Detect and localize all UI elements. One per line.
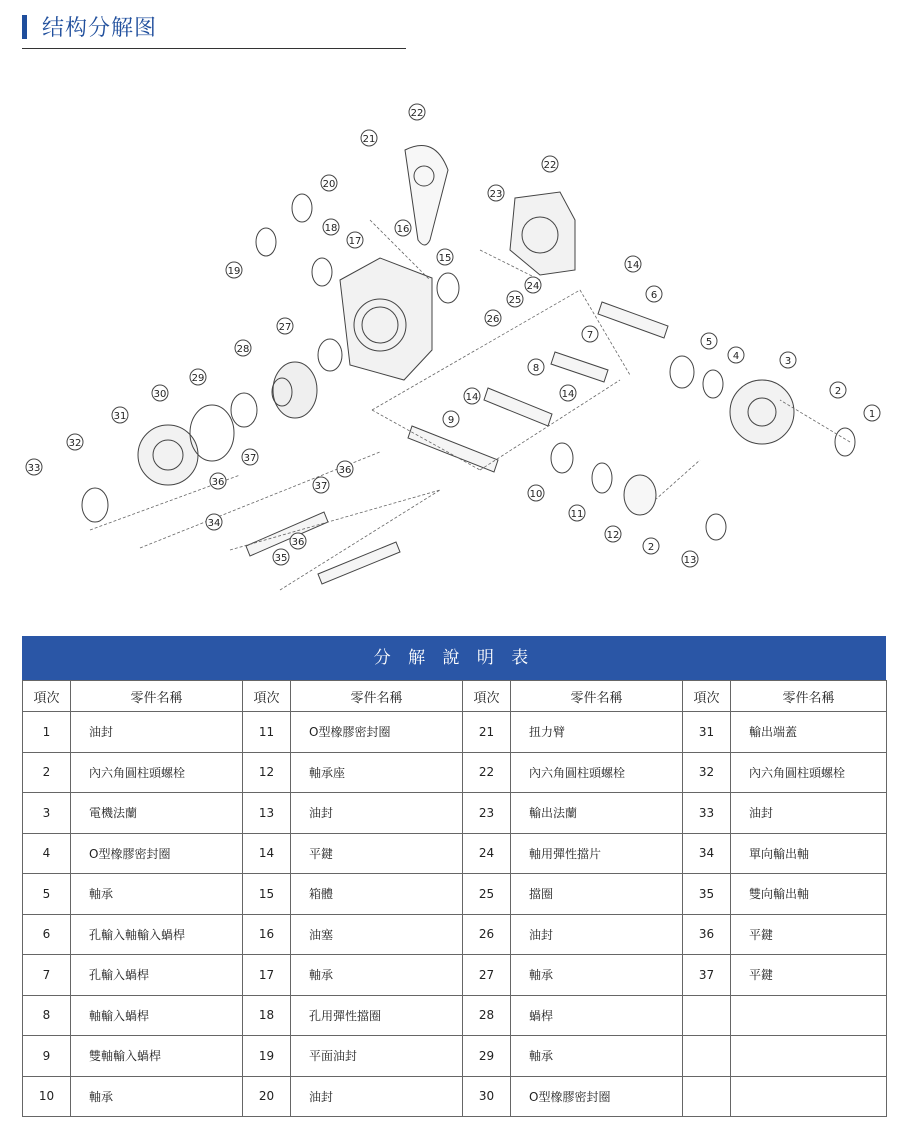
- table-row: [23, 955, 887, 996]
- svg-text:16: 16: [396, 224, 410, 235]
- part-name: O型橡膠密封圈: [291, 712, 463, 753]
- svg-text:14: 14: [626, 260, 640, 271]
- item-number: 3: [23, 793, 71, 834]
- header-name: 零件名稱: [731, 681, 887, 712]
- item-number: 26: [463, 914, 511, 955]
- part-name: 油塞: [291, 914, 463, 955]
- callout-36b: [210, 473, 226, 489]
- svg-text:6: 6: [650, 290, 658, 301]
- part-name: 軸承: [71, 1076, 243, 1117]
- callout-37a: [242, 449, 258, 465]
- svg-text:5: 5: [705, 337, 713, 348]
- item-number: 27: [463, 955, 511, 996]
- part-name: 電機法蘭: [71, 793, 243, 834]
- callout-31: [112, 407, 128, 423]
- part-name: 平面油封: [291, 1036, 463, 1077]
- svg-text:13: 13: [683, 555, 697, 566]
- item-number: [683, 995, 731, 1036]
- item-number: 1: [23, 712, 71, 753]
- callout-15: [437, 249, 453, 265]
- part-name: 雙向輸出軸: [731, 874, 887, 915]
- item-number: [683, 1036, 731, 1077]
- part-name: 平鍵: [291, 833, 463, 874]
- svg-text:22: 22: [543, 160, 557, 171]
- item-number: 14: [243, 833, 291, 874]
- svg-text:24: 24: [526, 281, 540, 292]
- callout-22b: [542, 156, 558, 172]
- header-no: 項次: [683, 681, 731, 712]
- item-number: 37: [683, 955, 731, 996]
- item-number: 25: [463, 874, 511, 915]
- item-number: 22: [463, 752, 511, 793]
- part-name: 蝸桿: [511, 995, 683, 1036]
- callout-4: [728, 347, 744, 363]
- part-name: 軸承: [511, 955, 683, 996]
- callout-2a: [830, 382, 846, 398]
- item-number: 2: [23, 752, 71, 793]
- item-number: 7: [23, 955, 71, 996]
- table-body: [23, 712, 887, 1117]
- item-number: 33: [683, 793, 731, 834]
- table-row: [23, 914, 887, 955]
- parts-table: [22, 680, 887, 1117]
- callout-12: [605, 526, 621, 542]
- svg-text:30: 30: [153, 389, 167, 400]
- svg-text:14: 14: [465, 392, 479, 403]
- callout-1: [864, 405, 880, 421]
- part-name: 孔用彈性擋圈: [291, 995, 463, 1036]
- item-number: 12: [243, 752, 291, 793]
- item-number: 8: [23, 995, 71, 1036]
- part-name: 箱體: [291, 874, 463, 915]
- svg-text:1: 1: [868, 409, 876, 420]
- part-name: O型橡膠密封圈: [511, 1076, 683, 1117]
- callout-29: [190, 369, 206, 385]
- item-number: 18: [243, 995, 291, 1036]
- table-row: [23, 752, 887, 793]
- item-number: 31: [683, 712, 731, 753]
- svg-text:2: 2: [647, 542, 655, 553]
- svg-text:32: 32: [68, 438, 82, 449]
- part-name: 孔輸入蝸桿: [71, 955, 243, 996]
- table-row: [23, 995, 887, 1036]
- callout-14a: [625, 256, 641, 272]
- callout-33: [26, 459, 42, 475]
- svg-text:25: 25: [508, 295, 522, 306]
- part-name: 軸承: [71, 874, 243, 915]
- callout-13: [682, 551, 698, 567]
- svg-text:11: 11: [570, 509, 584, 520]
- svg-text:36: 36: [291, 537, 305, 548]
- callout-11: [569, 505, 585, 521]
- part-name: [731, 1076, 887, 1117]
- callout-18: [323, 219, 339, 235]
- item-number: 4: [23, 833, 71, 874]
- part-name: 軸承: [291, 955, 463, 996]
- callout-3: [780, 352, 796, 368]
- item-number: 21: [463, 712, 511, 753]
- part-name: 雙軸輸入蝸桿: [71, 1036, 243, 1077]
- table-row: [23, 1076, 887, 1117]
- callout-22a: [409, 104, 425, 120]
- header-name: 零件名稱: [71, 681, 243, 712]
- svg-text:28: 28: [236, 344, 250, 355]
- svg-text:4: 4: [732, 351, 740, 362]
- item-number: 23: [463, 793, 511, 834]
- svg-text:37: 37: [243, 453, 257, 464]
- part-name: [731, 995, 887, 1036]
- svg-text:12: 12: [606, 530, 620, 541]
- callout-10: [528, 485, 544, 501]
- part-name: 內六角圓柱頭螺栓: [731, 752, 887, 793]
- part-name: 平鍵: [731, 914, 887, 955]
- item-number: 35: [683, 874, 731, 915]
- table-title: 分 解 說 明 表: [22, 636, 886, 680]
- item-number: [683, 1076, 731, 1117]
- callout-34: [206, 514, 222, 530]
- svg-text:23: 23: [489, 189, 503, 200]
- svg-text:37: 37: [314, 481, 328, 492]
- part-name: 油封: [291, 1076, 463, 1117]
- table-row: [23, 1036, 887, 1077]
- housing-drawing: [340, 258, 432, 380]
- svg-text:29: 29: [191, 373, 205, 384]
- part-name: 內六角圓柱頭螺栓: [511, 752, 683, 793]
- item-number: 32: [683, 752, 731, 793]
- svg-text:9: 9: [447, 415, 455, 426]
- callout-28: [235, 340, 251, 356]
- part-name: 軸承: [511, 1036, 683, 1077]
- item-number: 20: [243, 1076, 291, 1117]
- item-number: 29: [463, 1036, 511, 1077]
- svg-text:7: 7: [586, 330, 594, 341]
- part-name: 輸出法蘭: [511, 793, 683, 834]
- callout-35: [273, 549, 289, 565]
- svg-text:15: 15: [438, 253, 452, 264]
- item-number: 11: [243, 712, 291, 753]
- svg-text:8: 8: [532, 363, 540, 374]
- svg-text:19: 19: [227, 266, 241, 277]
- callout-27: [277, 318, 293, 334]
- callout-17: [347, 232, 363, 248]
- part-name: 軸輸入蝸桿: [71, 995, 243, 1036]
- callout-7: [582, 326, 598, 342]
- item-number: 15: [243, 874, 291, 915]
- callout-2b: [643, 538, 659, 554]
- part-name: 平鍵: [731, 955, 887, 996]
- callout-32: [67, 434, 83, 450]
- item-number: 13: [243, 793, 291, 834]
- header-name: 零件名稱: [291, 681, 463, 712]
- item-number: 24: [463, 833, 511, 874]
- header-no: 項次: [463, 681, 511, 712]
- header-no: 項次: [243, 681, 291, 712]
- svg-text:3: 3: [784, 356, 792, 367]
- callout-20: [321, 175, 337, 191]
- svg-text:20: 20: [322, 179, 336, 190]
- part-name: 軸承座: [291, 752, 463, 793]
- part-name: 擋圈: [511, 874, 683, 915]
- callout-14c: [464, 388, 480, 404]
- item-number: 6: [23, 914, 71, 955]
- table-row: [23, 833, 887, 874]
- table-row: [23, 793, 887, 834]
- svg-text:34: 34: [207, 518, 221, 529]
- callout-37b: [313, 477, 329, 493]
- svg-text:35: 35: [274, 553, 288, 564]
- callout-21: [361, 130, 377, 146]
- callout-14b: [560, 385, 576, 401]
- parts-table-panel: [22, 636, 886, 1117]
- svg-text:14: 14: [561, 389, 575, 400]
- svg-text:21: 21: [362, 134, 376, 145]
- svg-text:36: 36: [338, 465, 352, 476]
- svg-text:10: 10: [529, 489, 543, 500]
- item-number: 9: [23, 1036, 71, 1077]
- svg-text:22: 22: [410, 108, 424, 119]
- item-number: 10: [23, 1076, 71, 1117]
- part-name: 內六角圓柱頭螺栓: [71, 752, 243, 793]
- callout-36c: [290, 533, 306, 549]
- callout-6: [646, 286, 662, 302]
- svg-text:18: 18: [324, 223, 338, 234]
- item-number: 34: [683, 833, 731, 874]
- part-name: 油封: [291, 793, 463, 834]
- part-name: [731, 1036, 887, 1077]
- item-number: 28: [463, 995, 511, 1036]
- part-name: 孔輸入軸輸入蝸桿: [71, 914, 243, 955]
- callout-16: [395, 220, 411, 236]
- header-no: 項次: [23, 681, 71, 712]
- accent-bar: [22, 15, 27, 39]
- callout-23: [488, 185, 504, 201]
- svg-text:31: 31: [113, 411, 127, 422]
- table-row: [23, 874, 887, 915]
- part-name: 輸出端蓋: [731, 712, 887, 753]
- item-number: 30: [463, 1076, 511, 1117]
- part-name: 軸用彈性擋片: [511, 833, 683, 874]
- callout-30: [152, 385, 168, 401]
- callout-layer: [26, 104, 880, 567]
- part-name: 油封: [71, 712, 243, 753]
- callout-36a: [337, 461, 353, 477]
- svg-text:26: 26: [486, 314, 500, 325]
- header-name: 零件名稱: [511, 681, 683, 712]
- svg-text:17: 17: [348, 236, 362, 247]
- part-name: 扭力臂: [511, 712, 683, 753]
- table-header-row: [23, 681, 887, 712]
- item-number: 16: [243, 914, 291, 955]
- page-title: 结构分解图: [42, 16, 158, 41]
- svg-text:2: 2: [834, 386, 842, 397]
- section-header: [22, 8, 406, 49]
- callout-24: [525, 277, 541, 293]
- svg-text:27: 27: [278, 322, 292, 333]
- item-number: 36: [683, 914, 731, 955]
- part-name: 單向輸出軸: [731, 833, 887, 874]
- svg-text:33: 33: [27, 463, 41, 474]
- callout-26: [485, 310, 501, 326]
- item-number: 5: [23, 874, 71, 915]
- callout-5: [701, 333, 717, 349]
- callout-8: [528, 359, 544, 375]
- svg-text:36: 36: [211, 477, 225, 488]
- callout-19: [226, 262, 242, 278]
- callout-9: [443, 411, 459, 427]
- item-number: 19: [243, 1036, 291, 1077]
- item-number: 17: [243, 955, 291, 996]
- exploded-view-diagram: [0, 80, 900, 610]
- callout-25: [507, 291, 523, 307]
- part-name: 油封: [511, 914, 683, 955]
- part-name: O型橡膠密封圈: [71, 833, 243, 874]
- part-name: 油封: [731, 793, 887, 834]
- table-row: [23, 712, 887, 753]
